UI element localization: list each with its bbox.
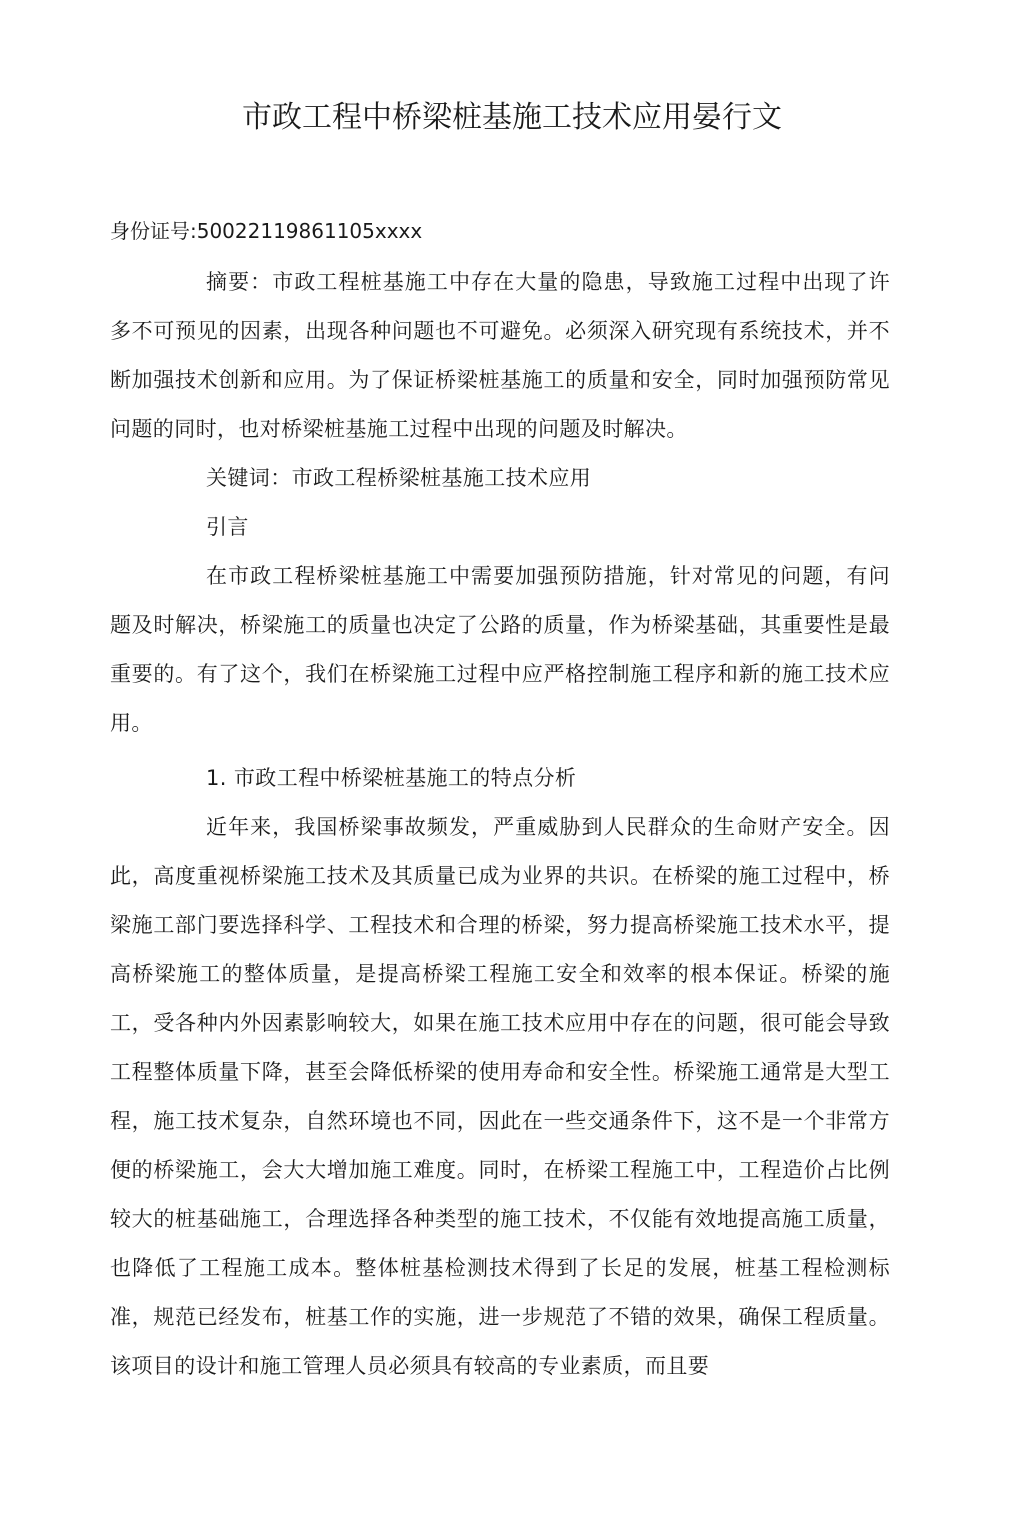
abstract-paragraph: 摘要：市政工程桩基施工中存在大量的隐患，导致施工过程中出现了许多不可预见的因素，出现各种问题也不可避免。必须深入研究现有系统技术，并不断加强技术创新和应用。为了保证桥梁桩基施工的质量和安全，同时加强预防常见问题的同时，也对桥梁桩基施工过程中出现的问题及时解决。 [110,270,890,441]
document-body [110,258,890,1391]
section1-heading: 1. 市政工程中桥梁桩基施工的特点分析 [206,766,577,790]
keywords-line: 关键词：市政工程桥梁桩基施工技术应用 [206,466,592,490]
section1-paragraph: 近年来，我国桥梁事故频发，严重威胁到人民群众的生命财产安全。因此，高度重视桥梁施工技术及其质量已成为业界的共识。在桥梁的施工过程中，桥梁施工部门要选择科学、工程技术和合理的桥梁，努力提高桥梁施工技术水平，提高桥梁施工的整体质量，是提高桥梁工程施工安全和效率的根本保证。桥梁的施工，受各种内外因素影响较大，如果在施工技术应用中存在的问题，很可能会导致工程整体质量下降，甚至会降低桥梁的使用寿命和安全性。桥梁施工通常是大型工程，施工技术复杂，自然环境也不同，因此在一些交通条件下，这不是一个非常方便的桥梁施工，会大大增加施工难度。同时，在桥梁工程施工中，工程造价占比例较大的桩基础施工，合理选择各种类型的施工技术，不仅能有效地提高施工质量，也降低了工程施工成本。整体桩基检测技术得到了长足的发展，桩基工程检测标准，规范已经发布，桩基工作的实施，进一步规范了不错的效果，确保工程质量。该项目的设计和施工管理人员必须具有较高的专业素质，而且要 [110,815,890,1378]
intro-paragraph: 在市政工程桥梁桩基施工中需要加强预防措施，针对常见的问题，有问题及时解决，桥梁施工的质量也决定了公路的质量，作为桥梁基础，其重要性是最重要的。有了这个，我们在桥梁施工过程中应严格控制施工程序和新的施工技术应用。 [110,564,890,735]
document-title: 市政工程中桥梁桩基施工技术应用晏行文 [242,100,782,135]
id-number-line: 身份证号:50022119861105xxxx [110,219,423,243]
intro-heading: 引言 [206,515,249,539]
